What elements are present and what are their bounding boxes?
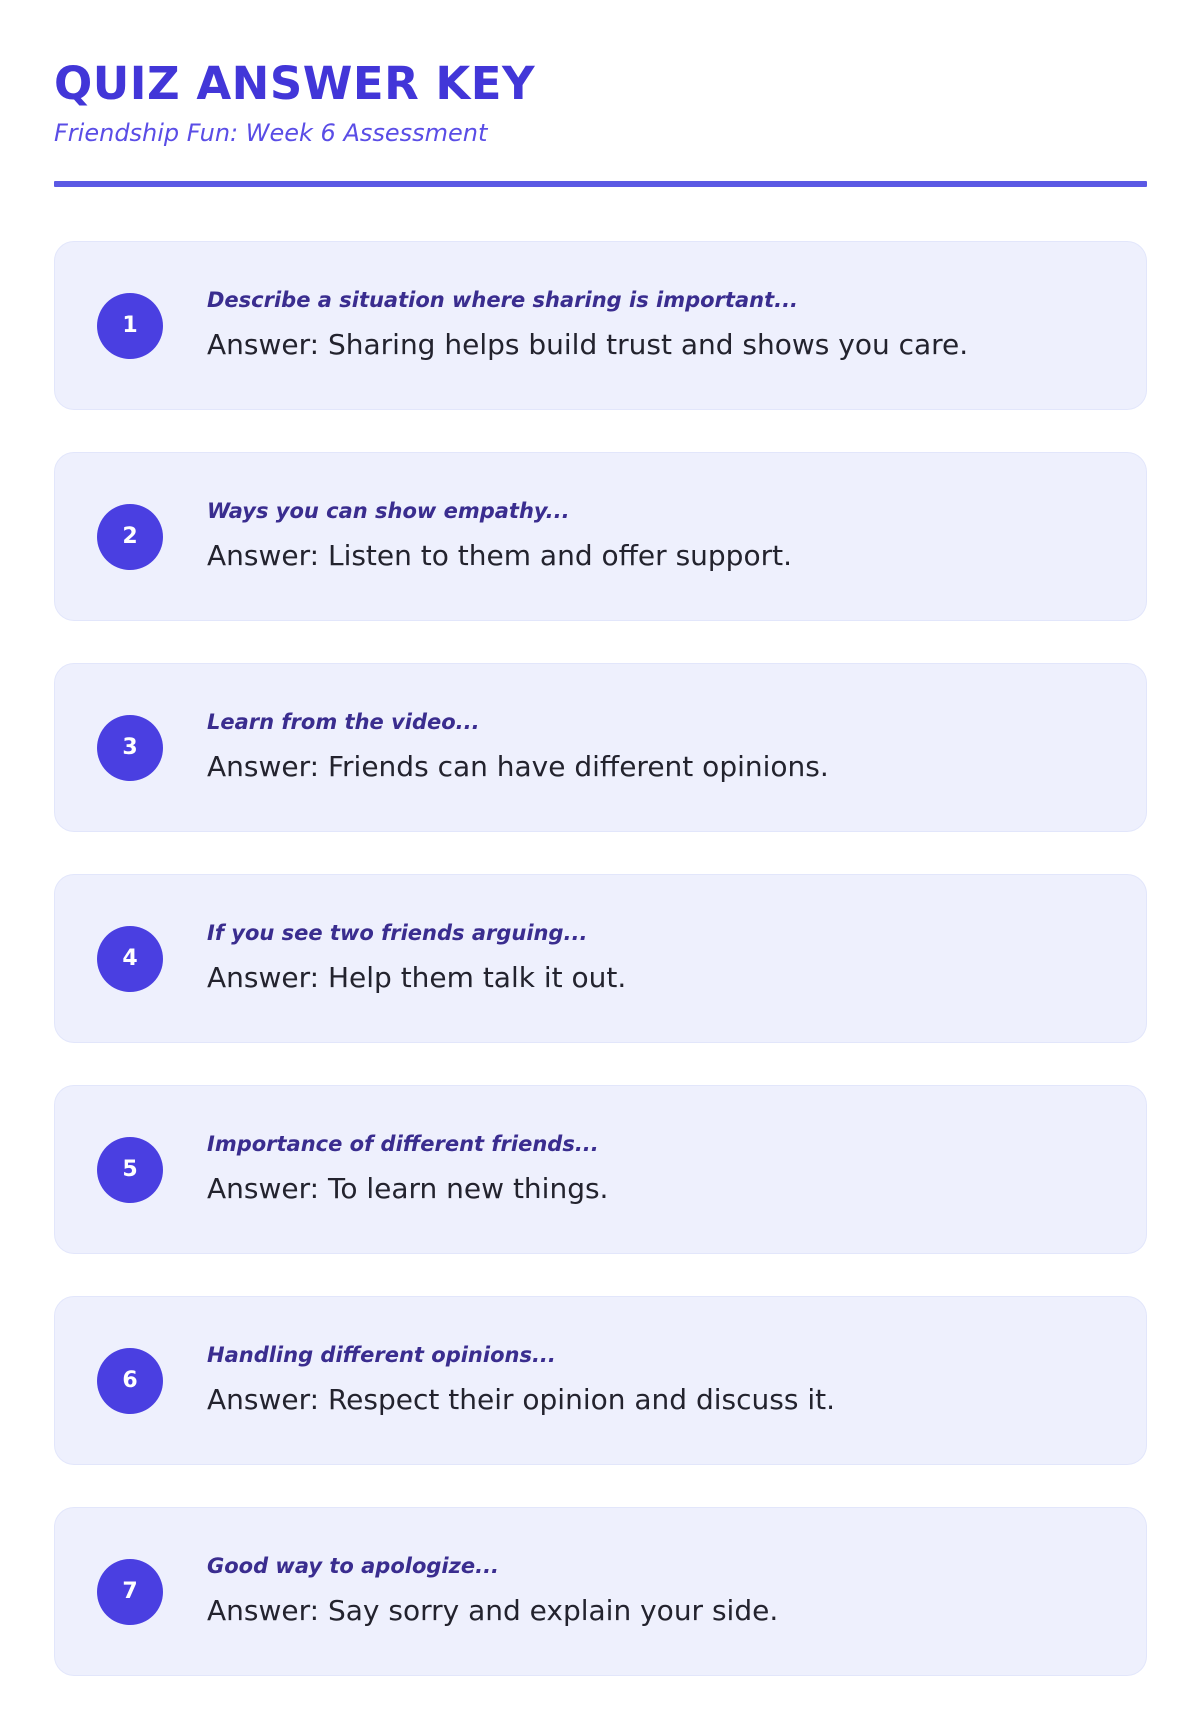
question-number-badge: 7 [97,1559,163,1625]
question-number-badge: 2 [97,504,163,570]
question-prompt: Handling different opinions... [207,1343,556,1367]
answer-text: Answer: Listen to them and offer support. [207,539,792,572]
header-divider [54,181,1147,187]
answer-card [54,663,1147,832]
question-number-badge: 6 [97,1348,163,1414]
question-number-badge: 3 [97,715,163,781]
answer-list [54,241,1147,1718]
answer-card [54,241,1147,410]
answer-card [54,1507,1147,1676]
page-subtitle: Friendship Fun: Week 6 Assessment [54,119,488,147]
question-prompt: Good way to apologize... [207,1554,500,1578]
question-prompt: If you see two friends arguing... [207,921,588,945]
question-number-badge: 4 [97,926,163,992]
answer-card [54,1296,1147,1465]
question-prompt: Describe a situation where sharing is important... [207,288,799,312]
answer-text: Answer: Say sorry and explain your side. [207,1594,779,1627]
answer-card [54,1085,1147,1254]
answer-card [54,452,1147,621]
answer-text: Answer: To learn new things. [207,1172,609,1205]
question-prompt: Ways you can show empathy... [207,499,570,523]
question-prompt: Learn from the video... [207,710,480,734]
question-prompt: Importance of different friends... [207,1132,599,1156]
question-number-badge: 5 [97,1137,163,1203]
answer-text: Answer: Friends can have different opinions. [207,750,829,783]
page-title: QUIZ ANSWER KEY [54,57,536,110]
answer-text: Answer: Respect their opinion and discuss it. [207,1383,835,1416]
answer-card [54,874,1147,1043]
answer-text: Answer: Sharing helps build trust and shows you care. [207,328,969,361]
question-number-badge: 1 [97,293,163,359]
answer-text: Answer: Help them talk it out. [207,961,627,994]
